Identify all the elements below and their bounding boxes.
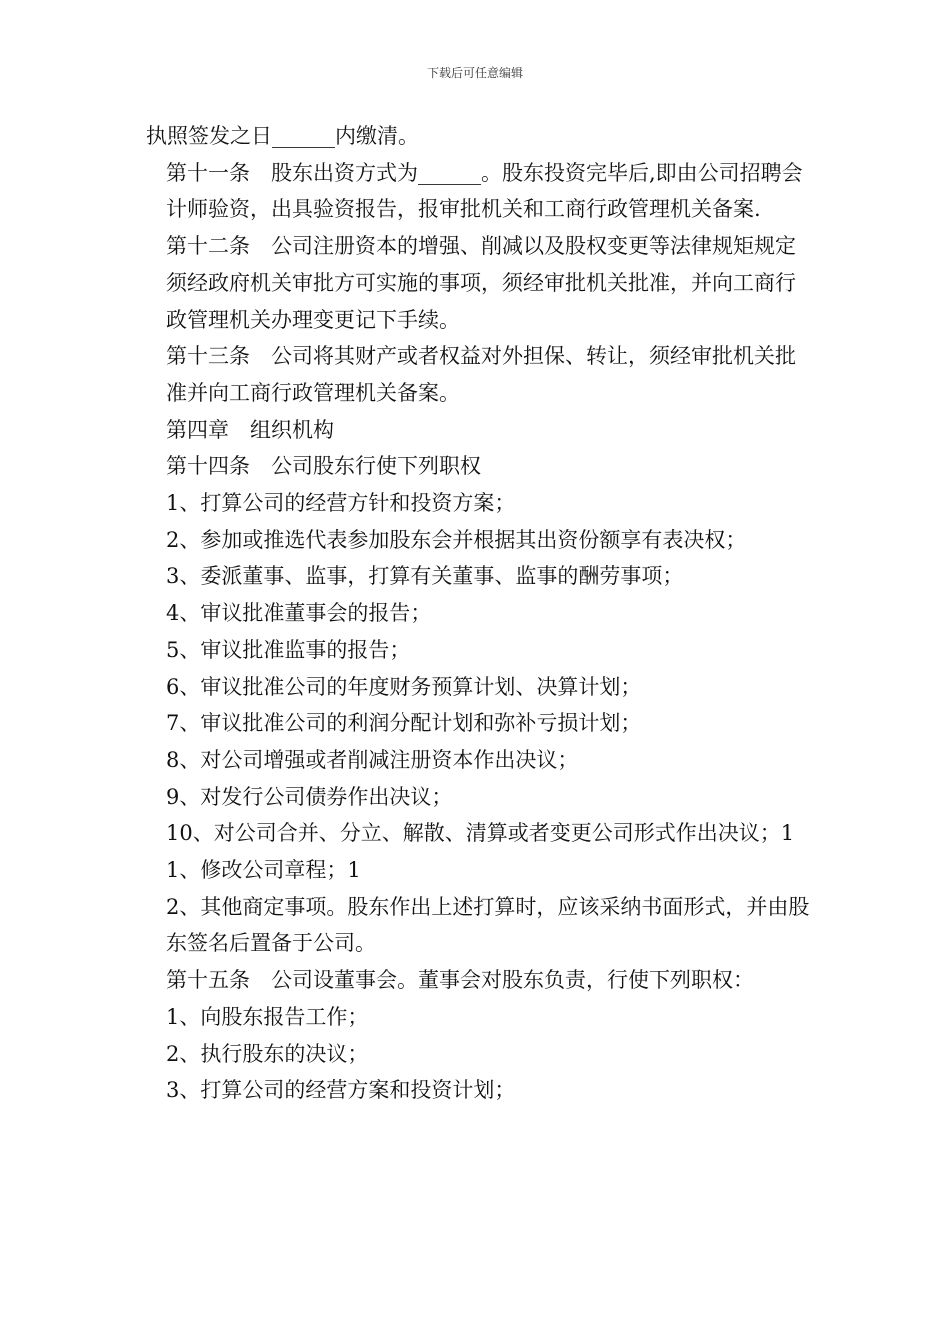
paragraph: 1、打算公司的经营方针和投资方案； [166,491,516,516]
paragraph: 8、对公司增强或者削减注册资本作出决议； [166,747,579,772]
paragraph: 3、委派董事、监事，打算有关董事、监事的酬劳事项； [166,564,684,589]
paragraph: 2、其他商定事项。股东作出上述打算时，应该采纳书面形式，并由股东签名后置备于公司。 [166,894,810,956]
paragraph: 第十二条 公司注册资本的增强、削减以及股权变更等法律规矩规定须经政府机关审批方可实施的事项，须经审批机关批准，并向工商行政管理机关办理变更记下手续。 [166,234,796,332]
paragraph: 5、审议批准监事的报告； [166,637,411,662]
paragraph: 2、执行股东的决议； [166,1041,369,1066]
paragraph: 第十一条 股东出资方式为______。股东投资完毕后,即由公司招聘会计师验资，出具验资报告，报审批机关和工商行政管理机关备案. [166,160,803,222]
paragraph: 第十五条 公司设董事会。董事会对股东负责，行使下列职权： [166,968,754,993]
paragraph: 第十三条 公司将其财产或者权益对外担保、转让，须经审批机关批准并向工商行政管理机关备案。 [166,344,796,405]
paragraph: 9、对发行公司债券作出决议； [166,784,453,809]
paragraph: 第四章 组织机构 [166,417,334,442]
paragraph: 6、审议批准公司的年度财务预算计划、决算计划； [166,674,642,699]
paragraph: 10、对公司合并、分立、解散、清算或者变更公司形式作出决议；1 [166,821,795,846]
paragraph: 1、修改公司章程；1 [166,858,361,883]
document-body [146,118,816,1109]
paragraph: 第十四条 公司股东行使下列职权 [166,454,481,479]
paragraph: 3、打算公司的经营方案和投资计划； [166,1078,516,1103]
paragraph: 2、参加或推选代表参加股东会并根据其出资份额享有表决权； [166,527,747,552]
paragraph: 4、审议批准董事会的报告； [166,601,432,626]
paragraph: 执照签发之日______内缴清。 [146,124,419,148]
paragraph: 1、向股东报告工作； [166,1004,369,1029]
page-header: 下载后可任意编辑 [426,66,523,80]
paragraph: 7、审议批准公司的利润分配计划和弥补亏损计划； [166,711,642,736]
